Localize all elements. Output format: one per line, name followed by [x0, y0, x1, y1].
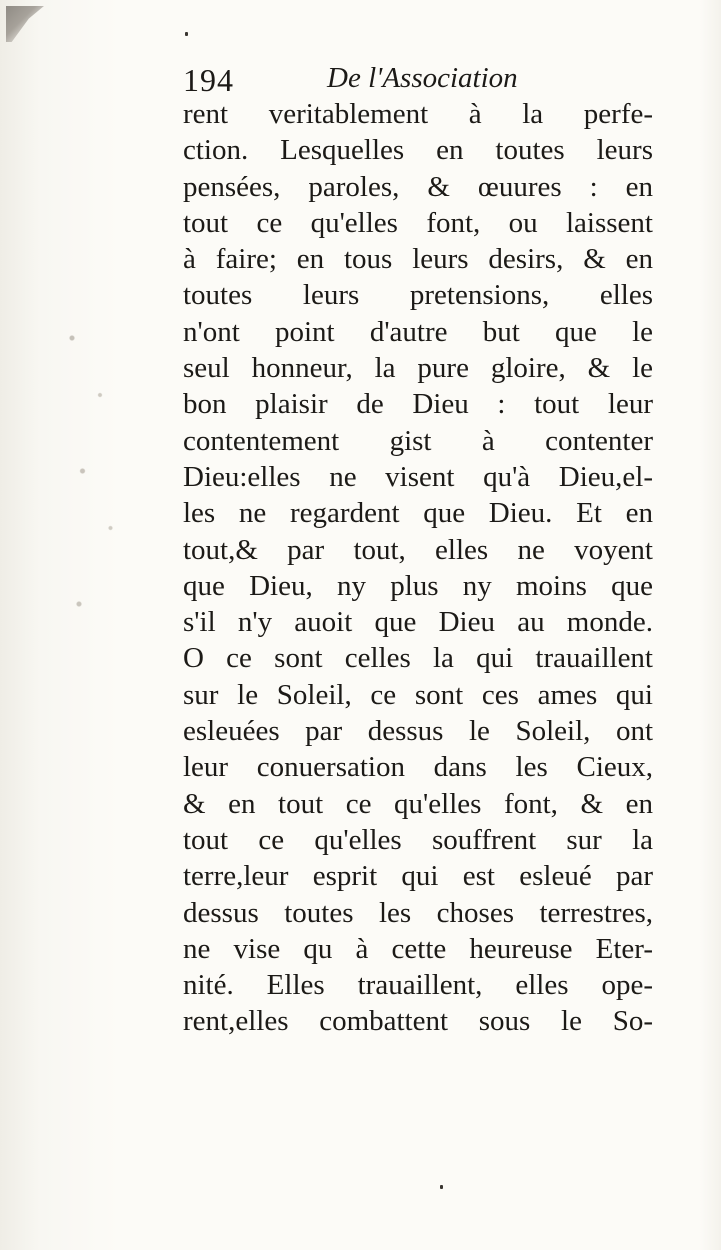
text-line: n'ont point d'autre but que le: [183, 315, 653, 348]
text-line: leur conuersation dans les Cieux,: [183, 751, 653, 784]
running-head: De l'Association: [327, 62, 518, 94]
text-line: tout ce qu'elles souffrent sur la: [183, 823, 653, 856]
text-line: bon plaisir de Dieu : tout leur: [183, 388, 653, 421]
text-line: les ne regardent que Dieu. Et en: [183, 497, 653, 530]
text-line: que Dieu, ny plus ny moins que: [183, 569, 653, 602]
text-line: O ce sont celles la qui trauaillent: [183, 642, 653, 675]
ink-speck: [440, 1185, 443, 1189]
text-line: Dieu:elles ne visent qu'à Dieu,el-: [183, 460, 653, 493]
text-line: sur le Soleil, ce sont ces ames qui: [183, 678, 653, 711]
text-line: rent veritablement à la perfe-: [183, 98, 653, 130]
page-corner-stain: [6, 6, 44, 42]
text-line: s'il n'y auoit que Dieu au monde.: [183, 606, 653, 639]
text-line: & en tout ce qu'elles font, & en: [183, 787, 653, 820]
text-line: ne vise qu à cette heureuse Eter-: [183, 932, 653, 965]
text-line: pensées, paroles, & œuures : en: [183, 170, 653, 203]
text-line: esleuées par dessus le Soleil, ont: [183, 715, 653, 748]
text-line: rent,elles combattent sous le So-: [183, 1005, 653, 1038]
text-line: contentement gist à contenter: [183, 424, 653, 457]
text-line: dessus toutes les choses terrestres,: [183, 896, 653, 929]
ink-speck: [185, 32, 188, 36]
page-number: 194: [183, 62, 234, 98]
text-line: tout ce qu'elles font, ou laissent: [183, 206, 653, 239]
ink-bleed-through: [58, 300, 128, 680]
text-line: seul honneur, la pure gloire, & le: [183, 352, 653, 385]
text-line: nité. Elles trauaillent, elles ope-: [183, 969, 653, 1002]
text-line: tout,& par tout, elles ne voyent: [183, 533, 653, 566]
text-line: terre,leur esprit qui est esleué par: [183, 860, 653, 893]
text-line: ction. Lesquelles en toutes leurs: [183, 134, 653, 167]
body-text: [183, 96, 653, 1040]
text-line: toutes leurs pretensions, elles: [183, 279, 653, 312]
text-line: à faire; en tous leurs desirs, & en: [183, 243, 653, 276]
